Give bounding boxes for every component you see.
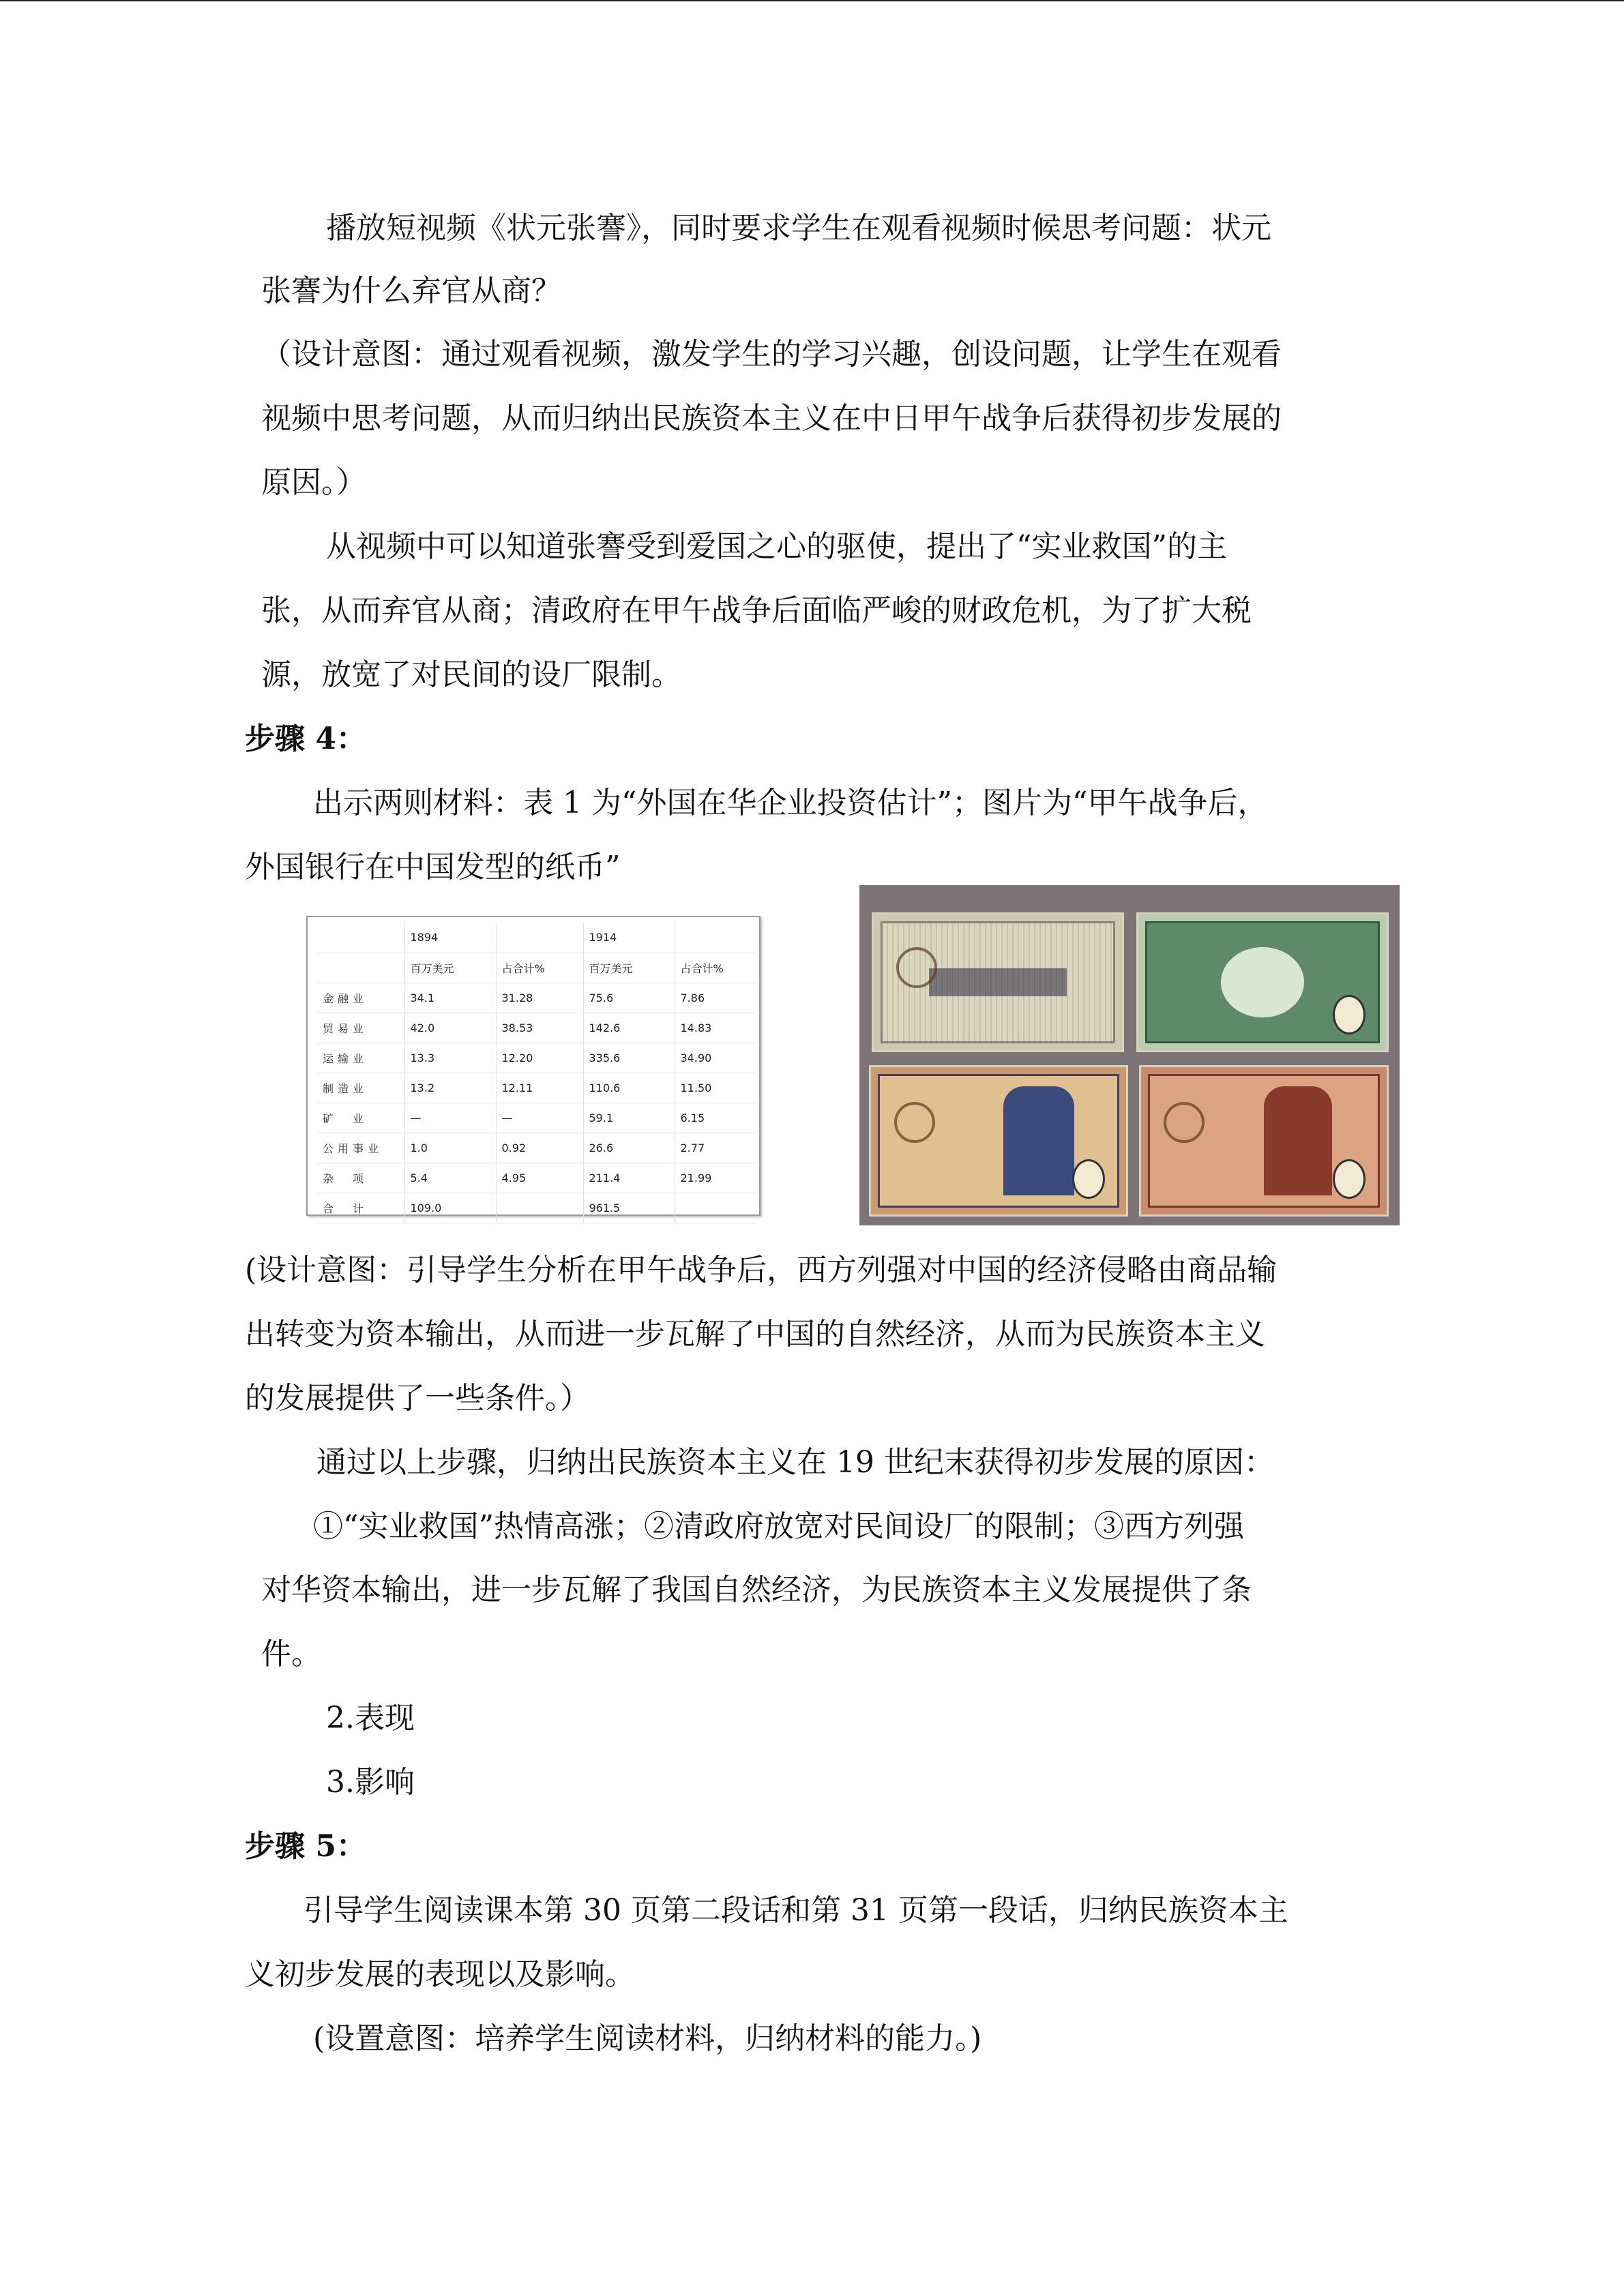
step-4-heading: 步骤 4：	[245, 721, 366, 756]
table-cell: 109.0	[404, 1193, 496, 1223]
paragraph-line: 件。	[261, 1637, 321, 1671]
paragraph-line: (设置意图：培养学生阅读材料，归纳材料的能力。)	[313, 2021, 982, 2056]
banknotes-photo	[859, 885, 1400, 1225]
table-row	[317, 1043, 756, 1073]
table-row	[317, 1163, 756, 1193]
table-cell: 2.77	[675, 1133, 756, 1163]
banknote-image	[872, 912, 1124, 1052]
table-cell: 211.4	[583, 1163, 675, 1193]
table-cell: 1894	[404, 923, 496, 953]
list-item: 3.影响	[326, 1765, 415, 1800]
table-cell: 14.83	[675, 1013, 756, 1043]
table-cell: 0.92	[496, 1133, 583, 1163]
table-row	[317, 1193, 756, 1223]
table-cell: 75.6	[583, 983, 675, 1013]
table-row	[317, 1103, 756, 1133]
table-cell: —	[404, 1103, 496, 1133]
banknote-image	[869, 1065, 1128, 1217]
table-cell: 34.90	[675, 1043, 756, 1073]
table-cell: 1.0	[404, 1133, 496, 1163]
table-cell	[317, 923, 404, 953]
table-cell: 26.6	[583, 1133, 675, 1163]
table-cell: 百万美元	[583, 953, 675, 983]
table-cell: 142.6	[583, 1013, 675, 1043]
table-cell	[317, 953, 404, 983]
table-cell: 运输业	[317, 1043, 404, 1073]
table-header-row	[317, 923, 756, 953]
table-row	[317, 983, 756, 1013]
table-cell: 7.86	[675, 983, 756, 1013]
paragraph-line: 出转变为资本输出，从而进一步瓦解了中国的自然经济，从而为民族资本主义	[245, 1317, 1265, 1352]
table-cell: 百万美元	[404, 953, 496, 983]
table-row	[317, 1013, 756, 1043]
table-cell: 13.3	[404, 1043, 496, 1073]
paragraph-line: 从视频中可以知道张謇受到爱国之心的驱使，提出了“实业救国”的主	[326, 529, 1227, 564]
paragraph-line: 源，放宽了对民间的设厂限制。	[261, 657, 681, 692]
foreign-investment-table	[306, 916, 761, 1216]
table-cell: 5.4	[404, 1163, 496, 1193]
paragraph-line: 原因。）	[261, 465, 366, 500]
paragraph-line: （设计意图：通过观看视频，激发学生的学习兴趣，创设问题，让学生在观看	[261, 337, 1282, 372]
paragraph-line: 义初步发展的表现以及影响。	[245, 1957, 635, 1992]
table-cell: 59.1	[583, 1103, 675, 1133]
table-cell: 42.0	[404, 1013, 496, 1043]
paragraph-line: 对华资本输出，进一步瓦解了我国自然经济，为民族资本主义发展提供了条	[261, 1572, 1252, 1607]
paragraph-line: 出示两则材料：表 1 为“外国在华企业投资估计”；图片为“甲午战争后，	[313, 786, 1268, 820]
table-cell: 12.20	[496, 1043, 583, 1073]
table-cell: 杂 项	[317, 1163, 404, 1193]
banknote-image	[1136, 912, 1389, 1052]
table-cell: 13.2	[404, 1073, 496, 1103]
table-cell: 占合计%	[496, 953, 583, 983]
paragraph-line: ①“实业救国”热情高涨；②清政府放宽对民间设厂的限制；③西方列强	[313, 1509, 1244, 1544]
table-cell: 制造业	[317, 1073, 404, 1103]
table-cell: 34.1	[404, 983, 496, 1013]
table-cell: 公用事业	[317, 1133, 404, 1163]
page-top-border	[0, 0, 1624, 1]
table-cell: 矿 业	[317, 1103, 404, 1133]
table-cell: 961.5	[583, 1193, 675, 1223]
paragraph-line: 播放短视频《状元张謇》，同时要求学生在观看视频时候思考问题：状元	[326, 211, 1271, 245]
paragraph-line: 视频中思考问题，从而归纳出民族资本主义在中日甲午战争后获得初步发展的	[261, 401, 1282, 436]
paragraph-line: (设计意图：引导学生分析在甲午战争后，西方列强对中国的经济侵略由商品输	[245, 1253, 1278, 1287]
paragraph-line: 引导学生阅读课本第 30 页第二段话和第 31 页第一段话，归纳民族资本主	[304, 1893, 1288, 1928]
table-cell: 38.53	[496, 1013, 583, 1043]
paragraph-line: 张謇为什么弃官从商？	[261, 273, 561, 308]
investment-data-table	[317, 923, 756, 1223]
table-cell: 11.50	[675, 1073, 756, 1103]
table-cell: —	[496, 1103, 583, 1133]
table-cell	[496, 1193, 583, 1223]
paragraph-line: 张，从而弃官从商；清政府在甲午战争后面临严峻的财政危机，为了扩大税	[261, 593, 1252, 628]
table-cell: 4.95	[496, 1163, 583, 1193]
table-cell: 12.11	[496, 1073, 583, 1103]
table-header-row	[317, 953, 756, 983]
table-cell	[675, 923, 756, 953]
table-cell: 110.6	[583, 1073, 675, 1103]
table-cell: 6.15	[675, 1103, 756, 1133]
paragraph-line: 通过以上步骤，归纳出民族资本主义在 19 世纪末获得初步发展的原因：	[316, 1445, 1274, 1480]
banknote-image	[1139, 1065, 1389, 1217]
table-cell	[496, 923, 583, 953]
table-cell: 21.99	[675, 1163, 756, 1193]
step-5-heading: 步骤 5：	[245, 1829, 366, 1864]
paragraph-line: 的发展提供了一些条件。）	[245, 1381, 590, 1416]
table-cell	[675, 1193, 756, 1223]
list-item: 2.表现	[326, 1701, 415, 1735]
table-cell: 金融业	[317, 983, 404, 1013]
table-cell: 31.28	[496, 983, 583, 1013]
table-row	[317, 1133, 756, 1163]
table-cell: 335.6	[583, 1043, 675, 1073]
table-row	[317, 1073, 756, 1103]
table-cell: 贸易业	[317, 1013, 404, 1043]
table-cell: 合 计	[317, 1193, 404, 1223]
paragraph-line: 外国银行在中国发型的纸币”	[245, 850, 621, 884]
table-cell: 1914	[583, 923, 675, 953]
table-cell: 占合计%	[675, 953, 756, 983]
